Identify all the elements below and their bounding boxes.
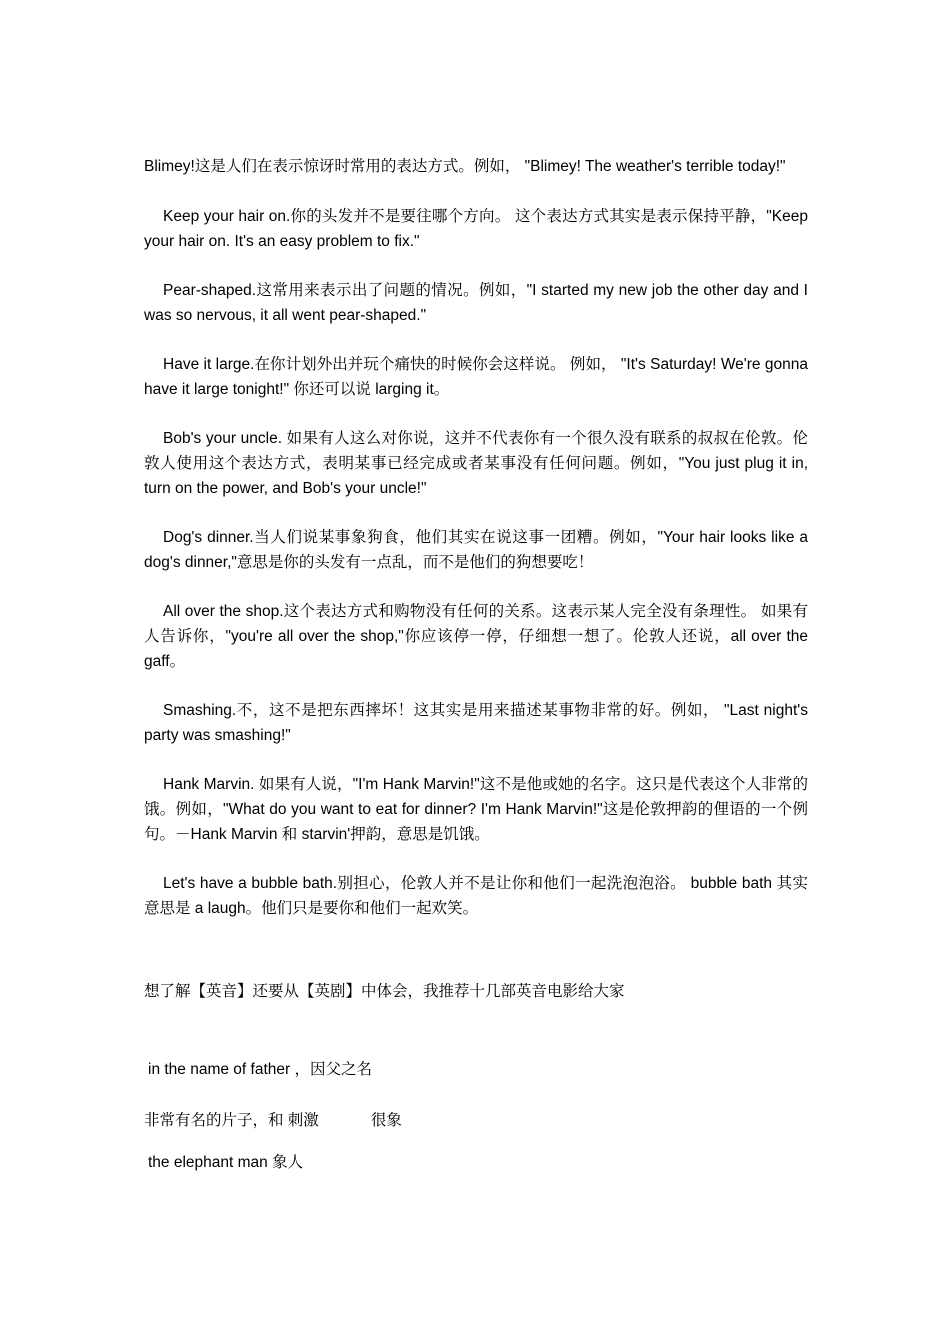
paragraph-hank-marvin: Hank Marvin. 如果有人说，"I'm Hank Marvin!"这不是他或她的名字。这只是代表这个人非常的饿。例如，"What do you want to eat for dinner? I'm Hank Marvin!"这是伦敦押韵的俚语的一个例句。－Hank Marvin 和 starvin'押韵，意思是饥饿。 [144,776,808,843]
paragraph-pear-shaped: Pear-shaped.这常用来表示出了问题的情况。例如，"I started my new job the other day and I was so nervous, it all went pear-shaped." [144,282,808,324]
film-recommendation-intro: 想了解【英音】还要从【英剧】中体会，我推荐十几部英音电影给大家 [144,983,625,1000]
film-note [144,1108,808,1133]
paragraph-bobs-your-uncle: Bob's your uncle. 如果有人这么对你说，这并不代表你有一个很久没有联系的叔叔在伦敦。伦敦人使用这个表达方式，表明某事已经完成或者某事没有任何问题。例如，"You just plug it in, turn on the power, and Bob's your uncle!" [144,430,808,497]
document-page [144,154,808,1175]
paragraph-have-it-large: Have it large.在你计划外出并玩个痛快的时候你会这样说。 例如， "It's Saturday! We're gonna have it large tonight!" 你还可以说 larging it。 [144,356,808,398]
film-note-part-b: 很象 [370,1112,402,1129]
paragraph-all-over-the-shop: All over the shop.这个表达方式和购物没有任何的关系。这表示某人完全没有条理性。 如果有人告诉你，"you're all over the shop,"你应该停一停，仔细想一想了。伦敦人还说，all over the gaff。 [144,603,808,670]
film-title-in-the-name-of-father: in the name of father ，因父之名 [148,1061,372,1078]
paragraph-bubble-bath: Let's have a bubble bath.别担心，伦敦人并不是让你和他们一起洗泡泡浴。 bubble bath 其实意思是 a laugh。他们只是要你和他们一起欢笑。 [144,875,808,917]
film-note-part-a: 非常有名的片子，和 刺激 [144,1112,319,1129]
paragraph-dogs-dinner: Dog's dinner.当人们说某事象狗食，他们其实在说这事一团糟。例如，"Your hair looks like a dog's dinner,"意思是你的头发有一点乱，而不是他们的狗想要吃！ [144,529,808,571]
film-title-the-elephant-man: the elephant man 象人 [148,1154,304,1171]
paragraph-smashing: Smashing.不，这不是把东西摔坏！这其实是用来描述某事物非常的好。例如， "Last night's party was smashing!" [144,702,808,744]
paragraph-keep-your-hair-on: Keep your hair on.你的头发并不是要往哪个方向。 这个表达方式其实是表示保持平静，"Keep your hair on. It's an easy problem to fix." [144,208,808,250]
paragraph-blimey: Blimey!这是人们在表示惊讶时常用的表达方式。例如， "Blimey! The weather's terrible today!" [144,158,786,175]
